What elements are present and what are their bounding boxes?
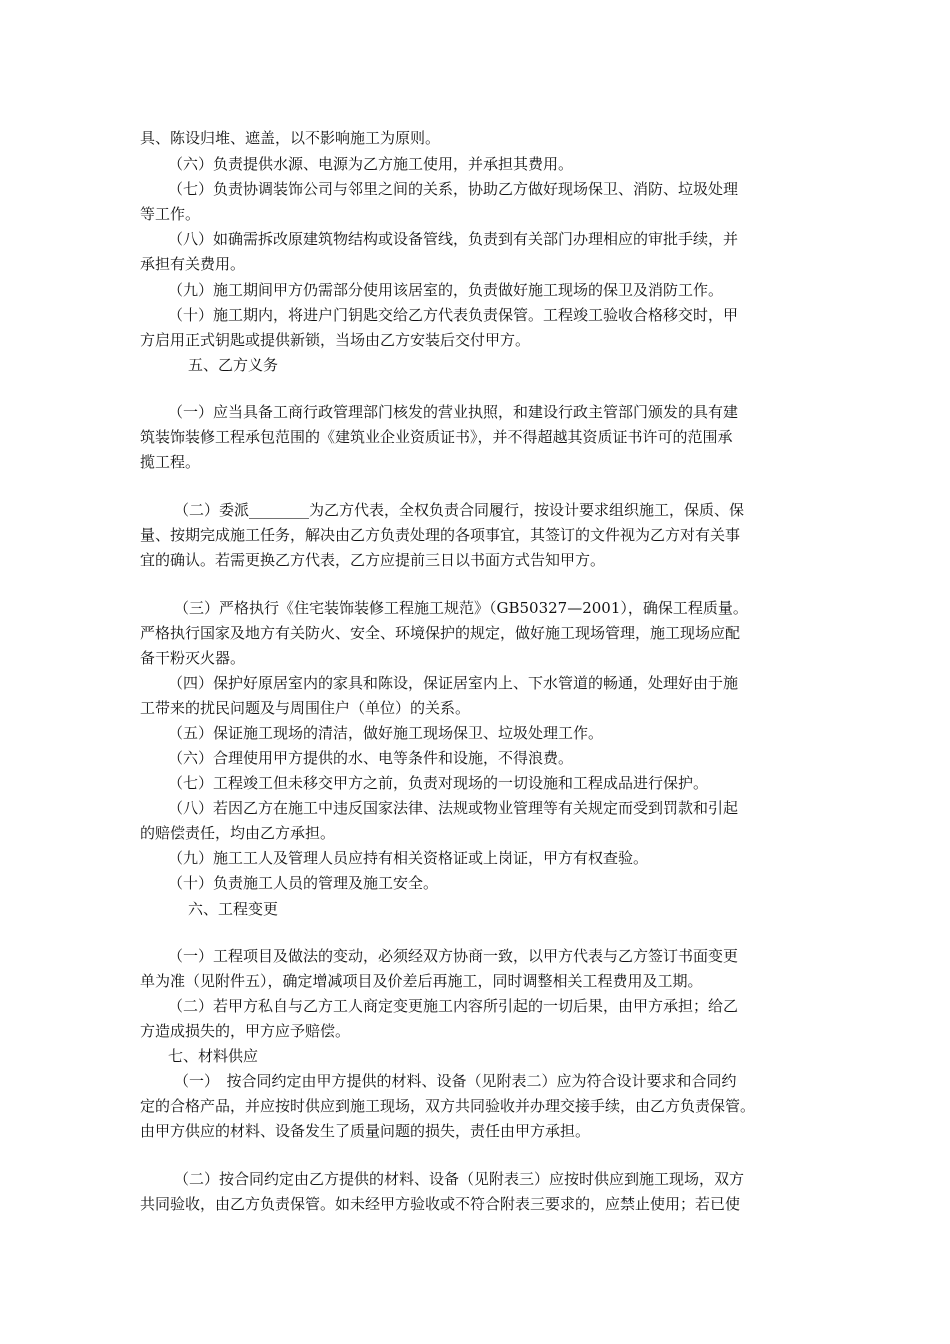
text-line: 量、按期完成施工任务，解决由乙方负责处理的各项事宜，其签订的文件视为乙方对有关事	[140, 526, 741, 544]
text-line: （二）若甲方私自与乙方工人商定变更施工内容所引起的一切后果，由甲方承担；给乙	[168, 997, 739, 1015]
text-line: （九）施工期间甲方仍需部分使用该居室的，负责做好施工现场的保卫及消防工作。	[168, 281, 724, 299]
text-line: 工带来的扰民问题及与周围住户（单位）的关系。	[140, 699, 471, 717]
text-line: （十）施工期内，将进户门钥匙交给乙方代表负责保管。工程竣工验收合格移交时，甲	[168, 306, 739, 324]
text-line: 定的合格产品，并应按时供应到施工现场，双方共同验收并办理交接手续，由乙方负责保管。	[140, 1097, 756, 1115]
text-line: 揽工程。	[140, 453, 201, 471]
section-heading: 五、乙方义务	[188, 356, 279, 374]
text-line: （八）如确需拆改原建筑物结构或设备管线，负责到有关部门办理相应的审批手续，并	[168, 230, 739, 248]
text-line: 方启用正式钥匙或提供新锁，当场由乙方安装后交付甲方。	[140, 331, 531, 349]
text-line: （一） 按合同约定由甲方提供的材料、设备（见附表二）应为符合设计要求和合同约	[174, 1072, 737, 1090]
text-line: （八）若因乙方在施工中违反国家法律、法规或物业管理等有关规定而受到罚款和引起	[168, 799, 739, 817]
text-line: 备干粉灭火器。	[140, 649, 246, 667]
text-line: （二）按合同约定由乙方提供的材料、设备（见附表三）应按时供应到施工现场，双方	[174, 1170, 745, 1188]
text-line: 由甲方供应的材料、设备发生了质量问题的损失，责任由甲方承担。	[140, 1122, 591, 1140]
text-line: （四）保护好原居室内的家具和陈设，保证居室内上、下水管道的畅通，处理好由于施	[168, 674, 739, 692]
section-heading: 七、材料供应	[168, 1047, 259, 1065]
text-line: 的赔偿责任，均由乙方承担。	[140, 824, 336, 842]
text-line: 方造成损失的，甲方应予赔偿。	[140, 1022, 351, 1040]
text-line: （一）应当具备工商行政管理部门核发的营业执照，和建设行政主管部门颁发的具有建	[168, 403, 739, 421]
text-line: 具、陈设归堆、遮盖，以不影响施工为原则。	[140, 129, 441, 147]
text-line: （九）施工工人及管理人员应持有相关资格证或上岗证，甲方有权查验。	[168, 849, 649, 867]
text-line: 承担有关费用。	[140, 255, 246, 273]
text-line: 共同验收，由乙方负责保管。如未经甲方验收或不符合附表三要求的，应禁止使用；若已使	[140, 1195, 741, 1213]
text-line: 单为准（见附件五），确定增减项目及价差后再施工，同时调整相关工程费用及工期。	[140, 972, 703, 990]
text-line: （一）工程项目及做法的变动，必须经双方协商一致，以甲方代表与乙方签订书面变更	[168, 947, 739, 965]
text-line: 筑装饰装修工程承包范围的《建筑业企业资质证书》，并不得超越其资质证书许可的范围承	[140, 428, 733, 446]
text-line: （二）委派________为乙方代表，全权负责合同履行，按设计要求组织施工，保质、保	[174, 501, 745, 519]
text-line: 严格执行国家及地方有关防火、安全、环境保护的规定，做好施工现场管理，施工现场应配	[140, 624, 741, 642]
text-line: 等工作。	[140, 205, 201, 223]
text-line: （五）保证施工现场的清洁，做好施工现场保卫、垃圾处理工作。	[168, 724, 604, 742]
text-line: （三）严格执行《住宅装饰装修工程施工规范》（GB50327—2001），确保工程质量。	[174, 599, 748, 617]
text-line: （六）负责提供水源、电源为乙方施工使用，并承担其费用。	[168, 155, 574, 173]
text-line: （六）合理使用甲方提供的水、电等条件和设施，不得浪费。	[168, 749, 574, 767]
section-heading: 六、工程变更	[188, 900, 279, 918]
text-line: （七）负责协调装饰公司与邻里之间的关系，协助乙方做好现场保卫、消防、垃圾处理	[168, 180, 739, 198]
text-line: （七）工程竣工但未移交甲方之前，负责对现场的一切设施和工程成品进行保护。	[168, 774, 709, 792]
text-line: （十）负责施工人员的管理及施工安全。	[168, 874, 439, 892]
text-line: 宜的确认。若需更换乙方代表，乙方应提前三日以书面方式告知甲方。	[140, 551, 606, 569]
